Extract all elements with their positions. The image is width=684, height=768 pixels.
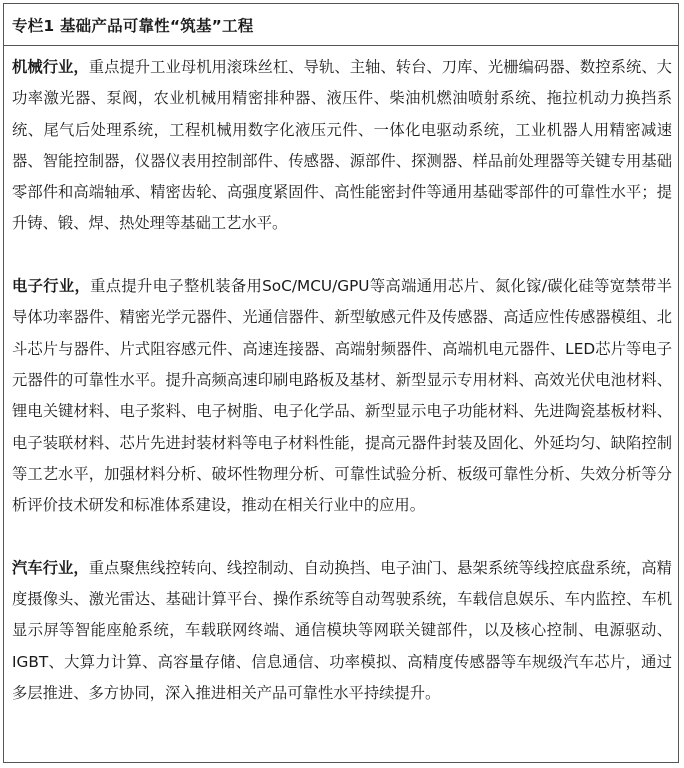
section-lead-automotive: 汽车行业， (12, 558, 89, 577)
section-text-electronics: 重点提升电子整机装备用SoC/MCU/GPU等高端通用芯片、氮化镓/碳化硅等宽禁带半导体功率器件、精密光学元器件、光通信器件、新型敏感元件及传感器、高适应性传感器模组、北斗芯片与器件、片式阻容感元件、高速连接器、高端射频器件、高端机电元器件、LED芯片等电子元器件的可靠性水平。提升高频高速印刷电路板及基材、新型显示专用材料、高效光伏电池材料、锂电关键材料、电子浆料、电子树脂、电子化学品、新型显示电子功能材料、先进陶瓷基板材料、电子装联材料、芯片先进封装材料等电子材料性能，提高元器件封装及固化、外延均匀、缺陷控制等工艺水平，加强材料分析、破坏性物理分析、可靠性试验分析、板级可靠性分析、失效分析等分析评价技术研发和标准体系建设，推动在相关行业中的应用。 (12, 277, 672, 515)
box-content (4, 46, 678, 709)
box-title: 专栏1 基础产品可靠性“筑基”工程 (4, 4, 678, 46)
section-text-machinery: 重点提升工业母机用滚珠丝杠、导轨、主轴、转台、刀库、光栅编码器、数控系统、大功率激光器、泵阀，农业机械用精密排种器、液压件、柴油机燃油喷射系统、拖拉机动力换挡系统、尾气后处理系统，工程机械用数字化液压元件、一体化电驱动系统，工业机器人用精密减速器、智能控制器，仪器仪表用控制部件、传感器、源部件、探测器、样品前处理器等关键专用基础零部件和高端轴承、精密齿轮、高强度紧固件、高性能密封件等通用基础零部件的可靠性水平；提升铸、锻、焊、热处理等基础工艺水平。 (12, 58, 672, 233)
section-machinery (12, 52, 672, 240)
section-text-automotive: 重点聚焦线控转向、线控制动、自动换挡、电子油门、悬架系统等线控底盘系统，高精度摄像头、激光雷达、基础计算平台、操作系统等自动驾驶系统，车载信息娱乐、车内监控、车机显示屏等智能座舱系统，车载联网终端、通信模块等网联关键部件，以及核心控制、电源驱动、IGBT、大算力计算、高容量存储、信息通信、功率模拟、高精度传感器等车规级汽车芯片，通过多层推进、多方协同，深入推进相关产品可靠性水平持续提升。 (12, 558, 672, 702)
section-lead-electronics: 电子行业， (12, 277, 91, 296)
section-lead-machinery: 机械行业， (12, 58, 89, 76)
section-electronics (12, 271, 672, 521)
paragraph-gap (12, 240, 672, 271)
feature-box (3, 3, 679, 763)
paragraph-gap (12, 521, 672, 552)
section-automotive (12, 553, 672, 709)
